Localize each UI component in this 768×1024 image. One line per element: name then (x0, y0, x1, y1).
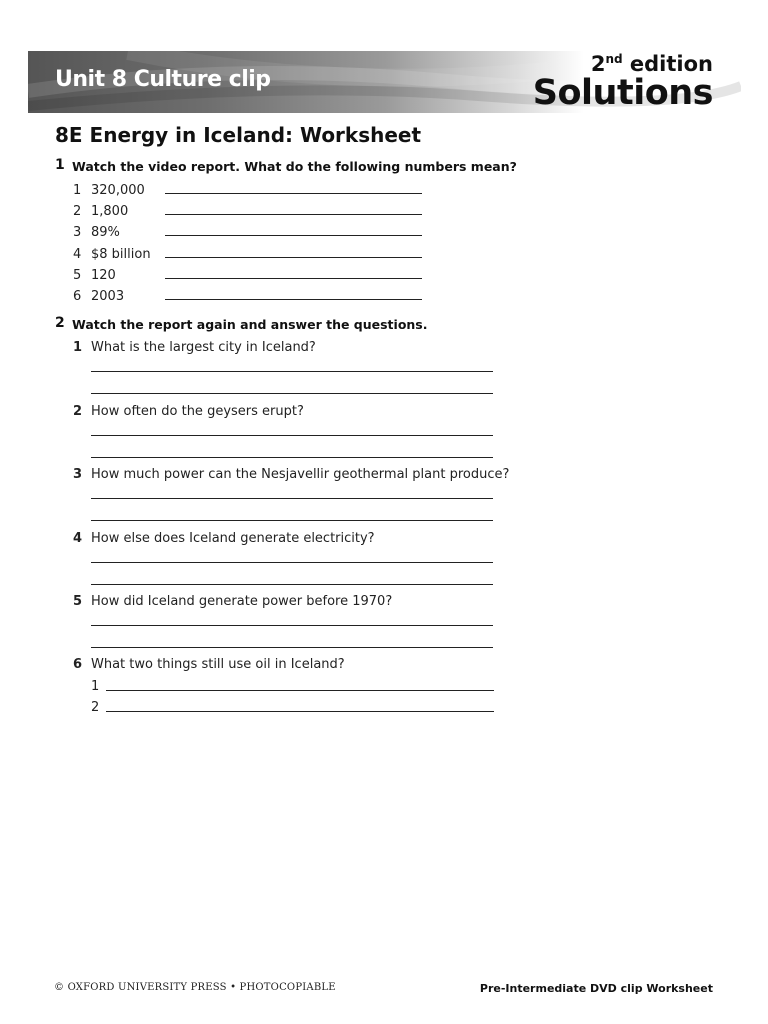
sub-item-number: 1 (91, 679, 100, 694)
item-value: 320,000 (91, 183, 145, 198)
answer-line[interactable] (165, 235, 422, 236)
item-number: 5 (73, 267, 82, 283)
question-number: 4 (73, 531, 83, 546)
item-value: 120 (91, 267, 116, 283)
exercise-2-instruction: Watch the report again and answer the questions. (72, 317, 428, 332)
item-number: 6 (73, 289, 82, 304)
question-number: 6 (73, 657, 83, 672)
edition-suffix: nd (605, 52, 623, 66)
item-number: 3 (73, 225, 82, 241)
item-number: 4 (73, 246, 82, 262)
question-number: 2 (73, 404, 83, 419)
answer-line[interactable] (91, 498, 493, 499)
answer-line[interactable] (91, 435, 493, 436)
question-text: How else does Iceland generate electricity? (91, 531, 375, 546)
answer-line[interactable] (91, 584, 493, 585)
answer-line[interactable] (106, 690, 494, 691)
question-text: How often do the geysers erupt? (91, 404, 304, 419)
item-number: 1 (73, 183, 82, 198)
answer-line[interactable] (91, 457, 493, 458)
footer-copyright: © OXFORD UNIVERSITY PRESS • PHOTOCOPIABLE (54, 982, 336, 993)
item-value: 89% (91, 225, 120, 241)
edition-word: edition (629, 52, 713, 76)
question-text: How did Iceland generate power before 1970? (91, 594, 393, 609)
answer-line[interactable] (165, 193, 422, 194)
item-value: 2003 (91, 289, 125, 304)
answer-line[interactable] (91, 625, 493, 626)
answer-line[interactable] (165, 299, 422, 300)
footer-worksheet-label: Pre-Intermediate DVD clip Worksheet (479, 982, 713, 995)
item-number: 2 (73, 204, 82, 220)
exercise-2-number: 2 (55, 315, 65, 331)
edition-number: 2 (590, 52, 606, 76)
item-value: 1,800 (91, 204, 129, 220)
question-number: 1 (73, 340, 83, 355)
question-text: How much power can the Nesjavellir geothermal plant produce? (91, 467, 510, 482)
answer-line[interactable] (165, 278, 422, 279)
page-title: 8E Energy in Iceland: Worksheet (55, 123, 422, 147)
answer-line[interactable] (91, 562, 493, 563)
brand-logo: Solutions (532, 73, 713, 113)
item-value: $8 billion (91, 246, 151, 262)
answer-line[interactable] (165, 257, 422, 258)
answer-line[interactable] (91, 393, 493, 394)
answer-line[interactable] (91, 371, 493, 372)
question-number: 5 (73, 594, 83, 609)
answer-line[interactable] (106, 711, 494, 712)
question-text: What is the largest city in Iceland? (91, 340, 316, 355)
answer-line[interactable] (165, 214, 422, 215)
unit-title: Unit 8 Culture clip (55, 67, 271, 92)
header-banner (28, 51, 741, 113)
question-text: What two things still use oil in Iceland? (91, 657, 345, 672)
question-number: 3 (73, 467, 83, 482)
exercise-1-number: 1 (55, 157, 65, 173)
answer-line[interactable] (91, 520, 493, 521)
sub-item-number: 2 (91, 700, 100, 715)
answer-line[interactable] (91, 647, 493, 648)
exercise-1-instruction: Watch the video report. What do the following numbers mean? (72, 159, 517, 174)
